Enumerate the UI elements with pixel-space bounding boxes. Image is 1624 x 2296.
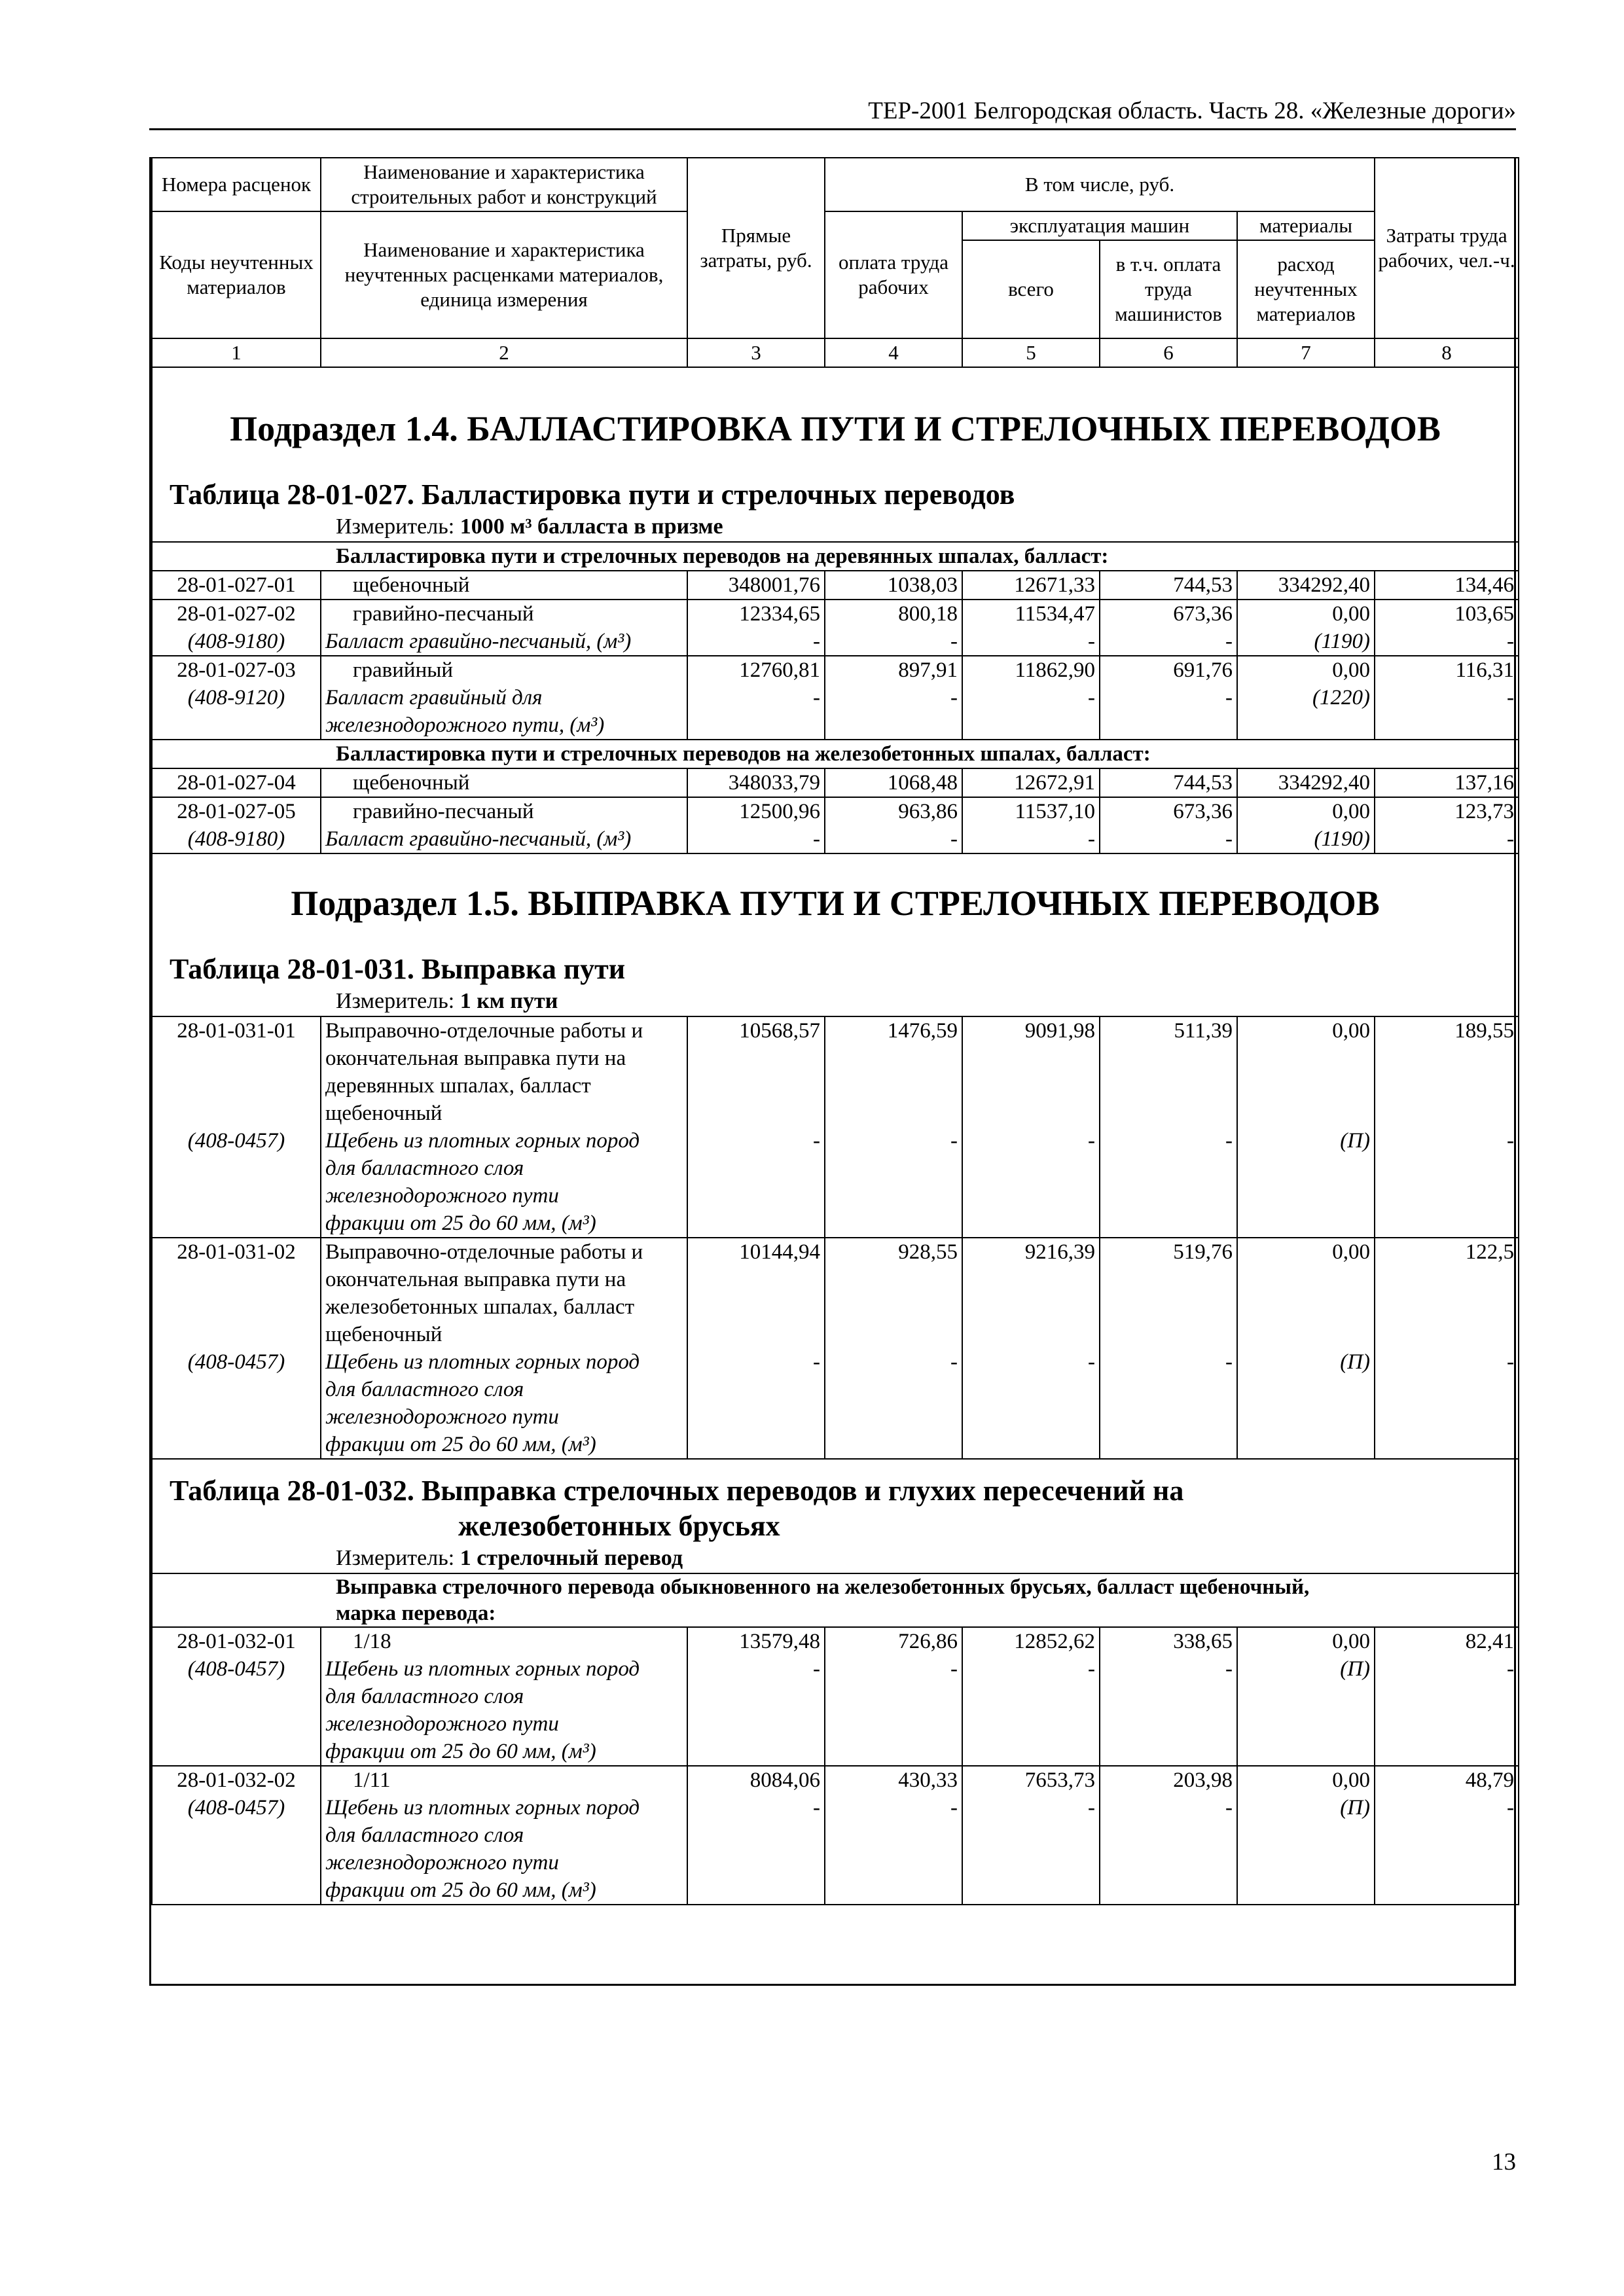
table-row bbox=[152, 1766, 1519, 1905]
table-row bbox=[152, 1627, 1519, 1766]
material-name-line: фракции от 25 до 60 мм, (м³) bbox=[325, 1211, 596, 1235]
meter-label: Измеритель: bbox=[336, 514, 460, 539]
rate-code: 28-01-027-02 bbox=[152, 600, 321, 628]
cell-operators-pay: 744,53 bbox=[1100, 571, 1237, 600]
work-name bbox=[321, 1627, 687, 1766]
cell-dash: - bbox=[813, 1796, 820, 1820]
header-col2-bottom: Наименование и характеристика неучтенных расценками материалов, единица измерения bbox=[321, 211, 687, 338]
material-name bbox=[321, 1127, 687, 1238]
header-col3: Прямые затраты, руб. bbox=[687, 158, 825, 338]
material-name-line: фракции от 25 до 60 мм, (м³) bbox=[325, 1740, 596, 1763]
cell-direct-cost bbox=[687, 1627, 825, 1766]
cell-labor-hours: 122,5 bbox=[1375, 1238, 1519, 1348]
cell-dash: - bbox=[1088, 1796, 1095, 1820]
cell-labor-pay: 800,18 bbox=[825, 600, 962, 628]
header-number: 6 bbox=[1100, 338, 1237, 367]
table-row bbox=[152, 1016, 1519, 1127]
meter-row bbox=[152, 1544, 1519, 1573]
running-header: ТЕР-2001 Белгородская область. Часть 28. «Железные дороги» bbox=[868, 98, 1516, 124]
cell-operators-pay bbox=[1100, 1766, 1237, 1905]
cell-value: 338,65 bbox=[1173, 1630, 1233, 1653]
cell-labor-pay: 963,86 bbox=[825, 797, 962, 825]
cell-dash: - bbox=[950, 1657, 958, 1681]
cell-dash: - bbox=[962, 684, 1100, 740]
table-row bbox=[152, 768, 1519, 797]
material-quantity: (П) bbox=[1340, 1657, 1371, 1681]
work-name-line: щебеночный bbox=[325, 1102, 442, 1125]
cell-dash: - bbox=[1375, 1127, 1519, 1238]
cell-materials: 0,00 bbox=[1237, 1238, 1375, 1348]
work-name-line: Выправочно-отделочные работы и bbox=[325, 1240, 643, 1264]
material-code: (408-0457) bbox=[187, 1796, 285, 1820]
rate-code: 28-01-027-05 bbox=[152, 797, 321, 825]
cell-direct-cost: 12334,65 bbox=[687, 600, 825, 628]
header-col7: расход неучтенных материалов bbox=[1237, 240, 1375, 338]
cell-machines-total: 9216,39 bbox=[962, 1238, 1100, 1348]
band-label bbox=[152, 1573, 1519, 1627]
cell-materials: 0,00 bbox=[1237, 797, 1375, 825]
material-row bbox=[152, 1348, 1519, 1459]
material-name-line: фракции от 25 до 60 мм, (м³) bbox=[325, 1878, 596, 1902]
material-quantity: (1190) bbox=[1237, 628, 1375, 656]
header-col5: всего bbox=[962, 240, 1100, 338]
cell-dash: - bbox=[687, 1127, 825, 1238]
cell-labor-hours: 134,46 bbox=[1375, 571, 1519, 600]
cell-dash: - bbox=[687, 825, 825, 853]
cell-operators-pay: 511,39 bbox=[1100, 1016, 1237, 1127]
material-code: (408-0457) bbox=[152, 1348, 321, 1459]
meter-value: 1 км пути bbox=[460, 989, 558, 1013]
cell-dash: - bbox=[1507, 1657, 1515, 1681]
material-row bbox=[152, 684, 1519, 740]
table-title bbox=[152, 1459, 1519, 1544]
page-number: 13 bbox=[1492, 2149, 1516, 2176]
work-name: гравийно-песчаный bbox=[321, 600, 687, 628]
material-quantity: (1190) bbox=[1237, 825, 1375, 853]
material-name: Балласт гравийно-песчаный, (м³) bbox=[321, 825, 687, 853]
material-name-line: Щебень из плотных горных пород bbox=[325, 1350, 640, 1374]
cell-machines-total: 11537,10 bbox=[962, 797, 1100, 825]
cell-value: 0,00 bbox=[1332, 1768, 1371, 1792]
cell-dash: - bbox=[962, 1348, 1100, 1459]
work-name: гравийно-песчаный bbox=[321, 797, 687, 825]
subsection-row bbox=[152, 367, 1519, 459]
cell-value: 7653,73 bbox=[1024, 1768, 1095, 1792]
meter-value: 1000 м³ балласта в призме bbox=[460, 514, 723, 539]
material-name bbox=[321, 684, 687, 740]
table-row bbox=[152, 656, 1519, 684]
meter-label: Измеритель: bbox=[336, 1546, 460, 1570]
cell-machines-total: 11534,47 bbox=[962, 600, 1100, 628]
cell-machines-total bbox=[962, 1766, 1100, 1905]
work-name-line: Выправочно-отделочные работы и bbox=[325, 1019, 643, 1043]
cell-dash: - bbox=[950, 1796, 958, 1820]
table-title: Таблица 28-01-027. Балластировка пути и стрелочных переводов bbox=[152, 459, 1519, 512]
cell-labor-pay: 1068,48 bbox=[825, 768, 962, 797]
cell-materials: 0,00 bbox=[1237, 1016, 1375, 1127]
cell-dash: - bbox=[825, 1348, 962, 1459]
band-row bbox=[152, 740, 1519, 768]
cell-materials bbox=[1237, 1766, 1375, 1905]
cell-dash: - bbox=[687, 628, 825, 656]
rate-code-value: 28-01-032-02 bbox=[177, 1768, 296, 1792]
cell-dash: - bbox=[825, 628, 962, 656]
cell-value: 13579,48 bbox=[739, 1630, 820, 1653]
cell-operators-pay bbox=[1100, 1627, 1237, 1766]
cell-dash: - bbox=[1375, 628, 1519, 656]
material-name-line: железнодорожного пути bbox=[325, 1405, 559, 1429]
work-name-line: 1/18 bbox=[353, 1630, 391, 1653]
cell-dash: - bbox=[825, 825, 962, 853]
subsection-row bbox=[152, 853, 1519, 931]
header-number: 7 bbox=[1237, 338, 1375, 367]
material-code: (408-9180) bbox=[152, 628, 321, 656]
rate-code bbox=[152, 1627, 321, 1766]
cell-dash: - bbox=[1100, 825, 1237, 853]
cell-direct-cost bbox=[687, 1766, 825, 1905]
cell-operators-pay: 673,36 bbox=[1100, 797, 1237, 825]
material-code: (408-9120) bbox=[152, 684, 321, 740]
cell-dash: - bbox=[1100, 1127, 1237, 1238]
table-title-row bbox=[152, 931, 1519, 987]
cell-dash: - bbox=[1100, 628, 1237, 656]
cell-machines-total bbox=[962, 1627, 1100, 1766]
cell-materials bbox=[1237, 1627, 1375, 1766]
cell-dash: - bbox=[962, 1127, 1100, 1238]
band-label-line: Выправка стрелочного перевода обыкновенного на железобетонных брусьях, балласт щебеночный, bbox=[336, 1575, 1310, 1599]
cell-operators-pay: 673,36 bbox=[1100, 600, 1237, 628]
meter bbox=[152, 987, 1519, 1016]
cell-labor-hours bbox=[1375, 1766, 1519, 1905]
band-row bbox=[152, 1573, 1519, 1627]
work-name bbox=[321, 1016, 687, 1127]
band-row bbox=[152, 542, 1519, 571]
work-name-line: окончательная выправка пути на bbox=[325, 1047, 626, 1070]
cell-dash: - bbox=[1375, 825, 1519, 853]
subsection-title: Подраздел 1.5. ВЫПРАВКА ПУТИ И СТРЕЛОЧНЫХ ПЕРЕВОДОВ bbox=[152, 853, 1519, 931]
material-name-line: для балластного слоя bbox=[325, 1823, 524, 1847]
cell-labor-pay bbox=[825, 1766, 962, 1905]
cell-labor-pay: 897,91 bbox=[825, 656, 962, 684]
material-name-line: для балластного слоя bbox=[325, 1157, 524, 1180]
cell-dash: - bbox=[825, 684, 962, 740]
cell-machines-total: 12672,91 bbox=[962, 768, 1100, 797]
header-row-top bbox=[152, 158, 1519, 211]
work-name: щебеночный bbox=[321, 768, 687, 797]
table-row bbox=[152, 1238, 1519, 1348]
table-row bbox=[152, 571, 1519, 600]
rate-code bbox=[152, 1766, 321, 1905]
cell-dash: - bbox=[1088, 1657, 1095, 1681]
table-title: Таблица 28-01-031. Выправка пути bbox=[152, 931, 1519, 987]
cell-value: 48,79 bbox=[1465, 1768, 1515, 1792]
rate-code: 28-01-031-02 bbox=[152, 1238, 321, 1348]
band-label-line: марка перевода: bbox=[336, 1602, 496, 1625]
cell-dash: - bbox=[1100, 1348, 1237, 1459]
cell-materials: 0,00 bbox=[1237, 600, 1375, 628]
material-name-line: Щебень из плотных горных пород bbox=[325, 1657, 640, 1681]
header-col8: Затраты труда рабочих, чел.-ч. bbox=[1375, 158, 1519, 338]
cell-value: 0,00 bbox=[1332, 1630, 1371, 1653]
material-row bbox=[152, 825, 1519, 853]
work-name-line: окончательная выправка пути на bbox=[325, 1268, 626, 1291]
table-title-line: железобетонных брусьях bbox=[458, 1510, 780, 1542]
rate-code-value: 28-01-032-01 bbox=[177, 1630, 296, 1653]
header-col1-top: Номера расценок bbox=[152, 158, 321, 211]
cell-direct-cost: 12500,96 bbox=[687, 797, 825, 825]
cell-direct-cost: 10568,57 bbox=[687, 1016, 825, 1127]
work-name-line: щебеночный bbox=[325, 1323, 442, 1346]
cell-value: 82,41 bbox=[1465, 1630, 1515, 1653]
cell-labor-hours bbox=[1375, 1627, 1519, 1766]
cell-labor-pay: 1038,03 bbox=[825, 571, 962, 600]
header-number: 4 bbox=[825, 338, 962, 367]
rate-code: 28-01-027-01 bbox=[152, 571, 321, 600]
cell-labor-pay: 1476,59 bbox=[825, 1016, 962, 1127]
cell-dash: - bbox=[1225, 1657, 1233, 1681]
meter bbox=[152, 1544, 1519, 1573]
material-quantity: (П) bbox=[1237, 1127, 1375, 1238]
header-col2-top: Наименование и характеристика строительных работ и конструкций bbox=[321, 158, 687, 211]
header-col1-bottom: Коды неучтенных материалов bbox=[152, 211, 321, 338]
work-name bbox=[321, 1766, 687, 1905]
cell-labor-pay bbox=[825, 1627, 962, 1766]
table-row bbox=[152, 600, 1519, 628]
cell-value: 8084,06 bbox=[749, 1768, 820, 1792]
cell-direct-cost: 348033,79 bbox=[687, 768, 825, 797]
material-name-line: фракции от 25 до 60 мм, (м³) bbox=[325, 1433, 596, 1456]
rate-code: 28-01-027-03 bbox=[152, 656, 321, 684]
material-name-line: железнодорожного пути, (м³) bbox=[325, 713, 605, 737]
work-name-line: деревянных шпалах, балласт bbox=[325, 1074, 591, 1098]
material-quantity: (П) bbox=[1340, 1796, 1371, 1820]
header-number: 2 bbox=[321, 338, 687, 367]
meter-label: Измеритель: bbox=[336, 989, 460, 1013]
cell-operators-pay: 691,76 bbox=[1100, 656, 1237, 684]
table-row bbox=[152, 797, 1519, 825]
material-code: (408-0457) bbox=[152, 1127, 321, 1238]
cell-dash: - bbox=[687, 1348, 825, 1459]
header-group: В том числе, руб. bbox=[825, 158, 1375, 211]
table-title-line: Таблица 28-01-032. Выправка стрелочных переводов и глухих пересечений на bbox=[170, 1475, 1184, 1507]
cell-materials: 0,00 bbox=[1237, 656, 1375, 684]
header-number: 1 bbox=[152, 338, 321, 367]
material-code: (408-0457) bbox=[187, 1657, 285, 1681]
cell-dash: - bbox=[1507, 1796, 1515, 1820]
material-name bbox=[321, 1348, 687, 1459]
work-name-line: 1/11 bbox=[353, 1768, 391, 1792]
cell-dash: - bbox=[962, 628, 1100, 656]
material-name-line: для балластного слоя bbox=[325, 1378, 524, 1401]
material-name-line: железнодорожного пути bbox=[325, 1851, 559, 1874]
cell-dash: - bbox=[1100, 684, 1237, 740]
cell-value: 430,33 bbox=[898, 1768, 958, 1792]
material-row bbox=[152, 1127, 1519, 1238]
material-code: (408-9180) bbox=[152, 825, 321, 853]
cell-machines-total: 9091,98 bbox=[962, 1016, 1100, 1127]
work-name: гравийный bbox=[321, 656, 687, 684]
cell-labor-hours: 123,73 bbox=[1375, 797, 1519, 825]
meter-row bbox=[152, 512, 1519, 542]
cell-dash: - bbox=[825, 1127, 962, 1238]
header-row-middle bbox=[152, 211, 1519, 240]
header-materials: материалы bbox=[1237, 211, 1375, 240]
header-col6: в т.ч. оплата труда машинистов bbox=[1100, 240, 1237, 338]
table-title-row bbox=[152, 459, 1519, 512]
cell-materials: 334292,40 bbox=[1237, 768, 1375, 797]
subsection-title: Подраздел 1.4. БАЛЛАСТИРОВКА ПУТИ И СТРЕЛОЧНЫХ ПЕРЕВОДОВ bbox=[152, 367, 1519, 459]
material-quantity: (П) bbox=[1237, 1348, 1375, 1459]
meter-row bbox=[152, 987, 1519, 1016]
table-title-row bbox=[152, 1459, 1519, 1544]
work-name bbox=[321, 1238, 687, 1348]
cell-value: 726,86 bbox=[898, 1630, 958, 1653]
material-name-line: для балластного слоя bbox=[325, 1685, 524, 1708]
cell-value: 12852,62 bbox=[1014, 1630, 1095, 1653]
cell-direct-cost: 12760,81 bbox=[687, 656, 825, 684]
rate-code: 28-01-027-04 bbox=[152, 768, 321, 797]
price-table-frame bbox=[149, 157, 1516, 1986]
material-name-line: железнодорожного пути bbox=[325, 1184, 559, 1208]
material-row bbox=[152, 628, 1519, 656]
header-numbers-row bbox=[152, 338, 1519, 367]
price-table bbox=[151, 157, 1519, 1905]
material-name-line: железнодорожного пути bbox=[325, 1712, 559, 1736]
cell-labor-pay: 928,55 bbox=[825, 1238, 962, 1348]
material-name-line: Щебень из плотных горных пород bbox=[325, 1796, 640, 1820]
cell-dash: - bbox=[962, 825, 1100, 853]
header-col4: оплата труда рабочих bbox=[825, 211, 962, 338]
rate-code: 28-01-031-01 bbox=[152, 1016, 321, 1127]
band-label: Балластировка пути и стрелочных переводов на деревянных шпалах, балласт: bbox=[152, 542, 1519, 571]
header-number: 3 bbox=[687, 338, 825, 367]
cell-operators-pay: 744,53 bbox=[1100, 768, 1237, 797]
cell-labor-hours: 189,55 bbox=[1375, 1016, 1519, 1127]
cell-dash: - bbox=[1375, 684, 1519, 740]
header-machines: эксплуатация машин bbox=[962, 211, 1237, 240]
header-rule bbox=[149, 128, 1516, 130]
cell-labor-hours: 116,31 bbox=[1375, 656, 1519, 684]
header-number: 5 bbox=[962, 338, 1100, 367]
work-name-line: железобетонных шпалах, балласт bbox=[325, 1295, 635, 1319]
meter-value: 1 стрелочный перевод bbox=[460, 1546, 683, 1570]
material-name-line: Балласт гравийный для bbox=[325, 686, 543, 709]
cell-value: 203,98 bbox=[1173, 1768, 1233, 1792]
cell-materials: 334292,40 bbox=[1237, 571, 1375, 600]
meter bbox=[152, 512, 1519, 542]
cell-dash: - bbox=[687, 684, 825, 740]
cell-dash: - bbox=[1225, 1796, 1233, 1820]
cell-direct-cost: 348001,76 bbox=[687, 571, 825, 600]
header-number: 8 bbox=[1375, 338, 1519, 367]
material-name-line: Щебень из плотных горных пород bbox=[325, 1129, 640, 1153]
cell-dash: - bbox=[1375, 1348, 1519, 1459]
material-quantity: (1220) bbox=[1237, 684, 1375, 740]
cell-dash: - bbox=[813, 1657, 820, 1681]
cell-direct-cost: 10144,94 bbox=[687, 1238, 825, 1348]
cell-labor-hours: 137,16 bbox=[1375, 768, 1519, 797]
cell-machines-total: 12671,33 bbox=[962, 571, 1100, 600]
cell-operators-pay: 519,76 bbox=[1100, 1238, 1237, 1348]
cell-labor-hours: 103,65 bbox=[1375, 600, 1519, 628]
band-label: Балластировка пути и стрелочных переводов на железобетонных шпалах, балласт: bbox=[152, 740, 1519, 768]
cell-machines-total: 11862,90 bbox=[962, 656, 1100, 684]
work-name: щебеночный bbox=[321, 571, 687, 600]
material-name: Балласт гравийно-песчаный, (м³) bbox=[321, 628, 687, 656]
